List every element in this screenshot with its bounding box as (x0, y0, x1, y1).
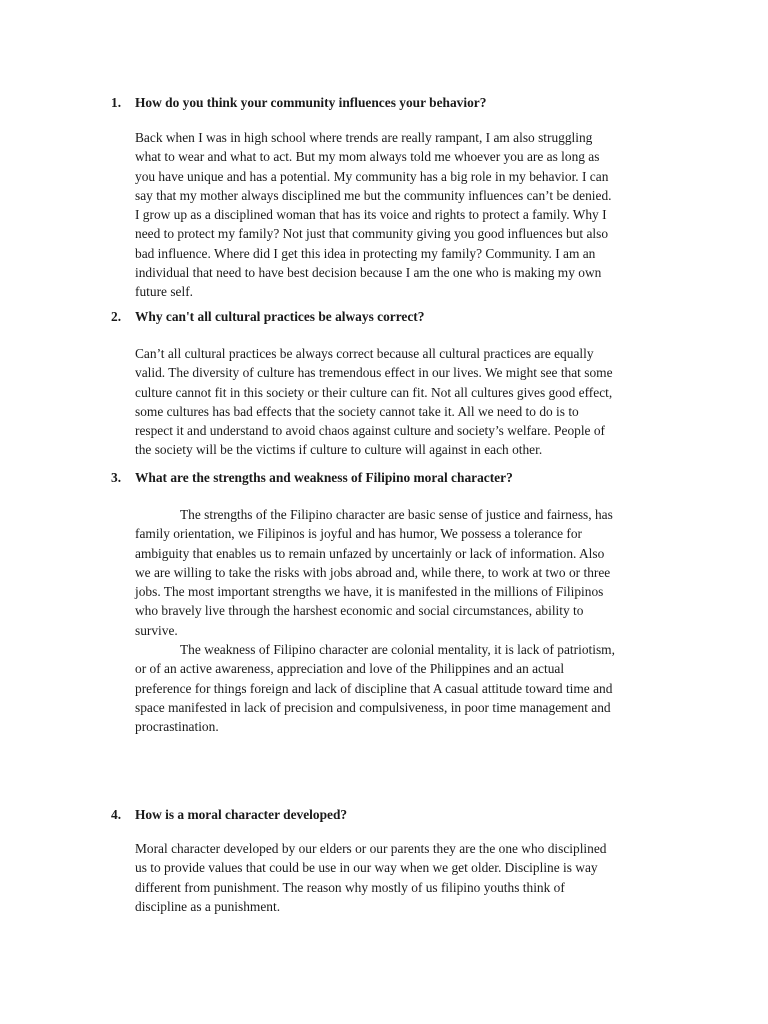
question-1-number: 1. (111, 95, 122, 110)
answer-3-p1-line: who bravely live through the harshest economic and social circumstances, ability to (135, 603, 584, 619)
answer-3-p2-line: procrastination. (135, 719, 219, 735)
answer-2-line: culture cannot fit in this society or their culture can fit. Not all cultures gives good effect, (135, 384, 613, 400)
answer-1-line: individual that need to have best decision because I am the one who is making my own (135, 265, 602, 281)
answer-4 (135, 839, 675, 916)
answer-3-p1-line: jobs. The most important strengths we have, it is manifested in the millions of Filipinos (135, 584, 604, 600)
answer-4-line: Moral character developed by our elders or our parents they are the one who disciplined (135, 841, 607, 856)
answer-3-p1-line: ambiguity that enables us to remain unfazed by uncertainly or lack of information. Also (135, 545, 605, 561)
answer-2-line: valid. The diversity of culture has tremendous effect in our lives. We might see that some (135, 365, 613, 381)
answer-3-p1-line: survive. (135, 622, 178, 638)
question-4-heading (0, 805, 768, 825)
answer-3-p2-line: or of an active awareness, appreciation and love of the Philippines and an actual (135, 661, 565, 677)
answer-1 (135, 128, 675, 302)
question-3-text: What are the strengths and weakness of Filipino moral character? (135, 470, 513, 485)
question-4-block (0, 805, 768, 825)
question-1-block (0, 93, 768, 113)
answer-1-line: say that my mother always disciplined me but the community influences can’t be denied. (135, 187, 612, 203)
question-4-text: How is a moral character developed? (135, 807, 348, 822)
answer-2-line: the society will be the victims if culture to culture will against in each other. (135, 442, 543, 458)
answer-2 (135, 344, 675, 460)
question-2-heading (0, 307, 768, 327)
answer-1-line: what to wear and what to act. But my mom always told me whoever you are as long as (135, 149, 600, 165)
answer-3-p2-line: space manifested in lack of precision and compulsiveness, in poor time management and (135, 699, 611, 715)
answer-1-line: you have unique and has a potential. My community has a big role in my behavior. I can (135, 168, 609, 184)
answer-1-line: Back when I was in high school where trends are really rampant, I am also struggling (135, 130, 593, 145)
answer-3-p2-line: The weakness of Filipino character are colonial mentality, it is lack of patriotism, (180, 642, 615, 658)
answer-1-line: I grow up as a disciplined woman that has its voice and rights to protect a family. Why I (135, 207, 607, 223)
answer-2-line: respect it and understand to avoid chaos against culture and society’s welfare. People of (135, 423, 606, 439)
question-3-number: 3. (111, 470, 122, 485)
answer-2-line: some cultures has bad effects that the society cannot take it. All we need to do is to (135, 403, 579, 419)
answer-3-p1-line: family orientation, we Filipinos is joyful and has humor, We possess a tolerance for (135, 526, 583, 542)
question-1-heading (0, 93, 768, 113)
question-4-number: 4. (111, 807, 122, 822)
answer-4-line: us to provide values that could be use in our way when we get older. Discipline is way (135, 860, 598, 876)
answer-4-line: different from punishment. The reason why mostly of us filipino youths think of (135, 879, 565, 895)
answer-1-line: need to protect my family? Not just that community giving you good influences but also (135, 226, 609, 242)
answer-3 (135, 505, 675, 737)
answer-3-p1-line: The strengths of the Filipino character are basic sense of justice and fairness, has (180, 507, 613, 522)
answer-1-line: bad influence. Where did I get this idea in protecting my family? Community. I am an (135, 245, 596, 261)
answer-4-line: discipline as a punishment. (135, 898, 281, 914)
question-2-block (0, 307, 768, 327)
question-3-heading (0, 468, 768, 488)
answer-3-p1-line: we are willing to take the risks with jobs abroad and, while there, to work at two or three (135, 564, 611, 580)
answer-2-line: Can’t all cultural practices be always correct because all cultural practices are equally (135, 346, 594, 361)
question-1-text: How do you think your community influences your behavior? (135, 95, 487, 110)
question-2-text: Why can't all cultural practices be always correct? (135, 309, 425, 324)
question-2-number: 2. (111, 309, 122, 324)
question-3-block (0, 468, 768, 488)
answer-3-p2-line: preference for things foreign and lack of discipline that A casual attitude toward time and (135, 680, 613, 696)
answer-1-line: future self. (135, 284, 194, 300)
